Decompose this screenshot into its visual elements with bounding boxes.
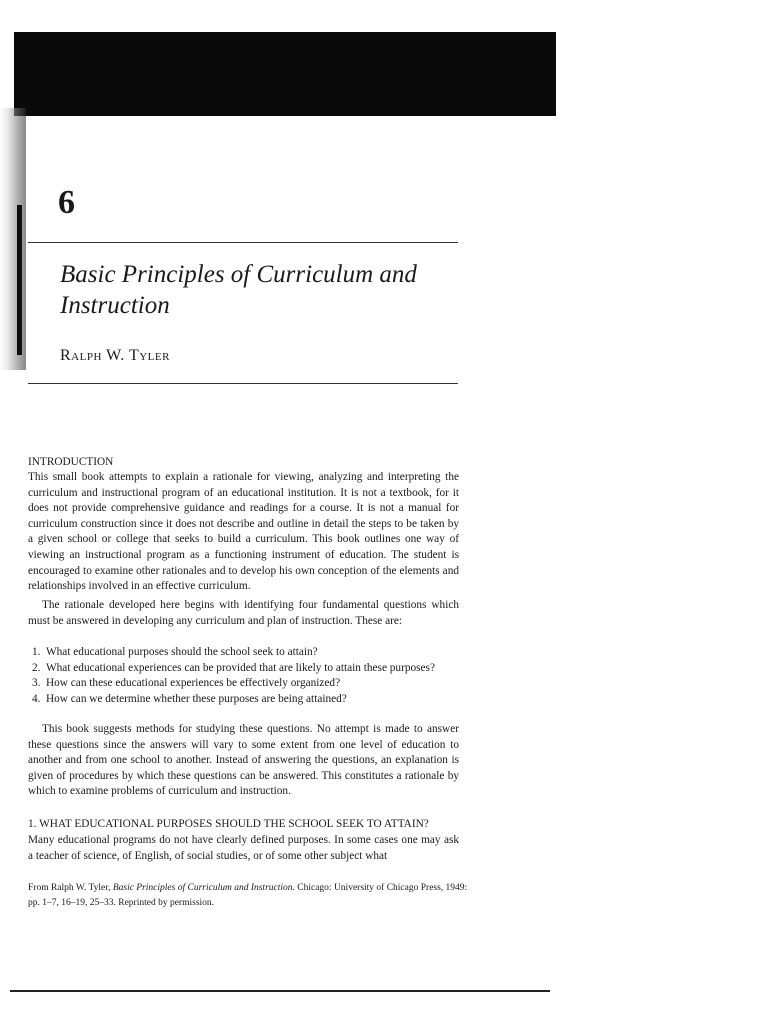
list-item-text: How can these educational experiences be effectively organized? bbox=[46, 677, 341, 690]
chapter-number: 6 bbox=[58, 184, 75, 221]
list-item bbox=[32, 692, 472, 708]
scan-bottom-edge bbox=[10, 990, 550, 992]
list-item-text: What educational experiences can be provided that are likely to attain these purposes? bbox=[46, 661, 435, 674]
scan-binding-shadow bbox=[0, 108, 26, 370]
footnote-prefix: From Ralph W. Tyler, bbox=[28, 883, 113, 893]
introduction-paragraph-1: This small book attempts to explain a rationale for viewing, analyzing and interpreting the curriculum and instructional program of an educational institution. It is not a textbook, for it does not provide comprehensive guidance and readings for a course. It is not a manual for curriculum construction since it does not describe and outline in detail the steps to be taken by a given school or college that seeks to build a curriculum. This book outlines one way of viewing an instructional program as a functioning instrument of education. The student is encouraged to examine other rationales and to develop his own conception of the elements and relationships involved in an effective curriculum. bbox=[28, 471, 459, 593]
list-item-number: 4. bbox=[32, 692, 41, 705]
list-item-number: 2. bbox=[32, 661, 41, 674]
title-rule-top bbox=[28, 242, 458, 243]
footnote-book-title: Basic Principles of Curriculum and Instruction. bbox=[112, 883, 295, 893]
chapter-title: Basic Principles of Curriculum and Instruction bbox=[60, 261, 417, 319]
introduction-paragraph-3: This book suggests methods for studying these questions. No attempt is made to answer these questions since the answers will vary to some extent from one level of education to another and from one school to another. Instead of answering the questions, an explanation is given of procedures by which these questions can be answered. This constitutes a rationale by which to examine problems of curriculum and instruction. bbox=[28, 723, 459, 798]
list-item-text: What educational purposes should the school seek to attain? bbox=[46, 646, 318, 658]
list-item bbox=[32, 676, 472, 692]
list-item bbox=[32, 661, 472, 677]
section-1-heading: 1. WHAT EDUCATIONAL PURPOSES SHOULD THE SCHOOL SEEK TO ATTAIN? bbox=[28, 818, 429, 830]
section-1-paragraph: Many educational programs do not have clearly defined purposes. In some cases one may ask a teacher of science, of English, of social studies, or of some other subject what bbox=[28, 834, 459, 862]
list-item-number: 1. bbox=[32, 646, 41, 658]
list-item-number: 3. bbox=[32, 677, 41, 690]
introduction-heading: INTRODUCTION bbox=[28, 456, 114, 468]
list-item bbox=[32, 645, 472, 661]
list-item-text: How can we determine whether these purposes are being attained? bbox=[46, 692, 347, 705]
fundamental-questions-list bbox=[32, 645, 472, 707]
footnote-suffix: Chicago: University of Chicago Press, 1949: pp. 1–7, 16–19, 25–33. Reprinted by permission. bbox=[28, 883, 468, 908]
source-footnote bbox=[28, 881, 468, 911]
introduction-paragraph-2: The rationale developed here begins with identifying four fundamental questions which must be answered in developing any curriculum and plan of instruction. These are: bbox=[28, 599, 459, 627]
scan-header-bar bbox=[14, 32, 556, 116]
title-rule-bottom bbox=[28, 383, 458, 384]
scan-binding-edge bbox=[17, 205, 22, 355]
chapter-author: Ralph W. Tyler bbox=[60, 347, 170, 364]
